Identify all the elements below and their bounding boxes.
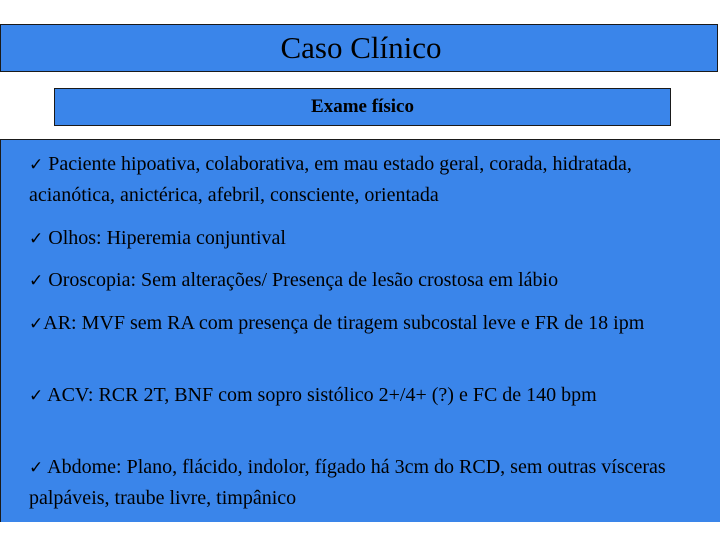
title-bar	[0, 24, 718, 72]
check-icon: ✓	[29, 271, 44, 291]
bullet-text: Paciente hipoativa, colaborativa, em mau estado geral, corada, hidratada, acianótica, anictérica, afebril, consciente, orientada	[29, 153, 632, 206]
bullet-ar	[29, 308, 699, 339]
bullet-text: Oroscopia: Sem alterações/ Presença de lesão crostosa em lábio	[43, 269, 559, 291]
bullet-exam-general	[29, 149, 699, 210]
slide-subtitle: Exame físico	[311, 96, 414, 117]
check-icon: ✓	[29, 386, 44, 406]
bullet-text: Olhos: Hiperemia conjuntival	[43, 227, 286, 249]
check-icon: ✓	[29, 314, 44, 334]
check-icon: ✓	[29, 229, 44, 249]
bullet-text: AR: MVF sem RA com presença de tiragem subcostal leve e FR de 18 ipm	[43, 312, 645, 334]
bullet-text: Abdome: Plano, flácido, indolor, fígado há 3cm do RCD, sem outras vísceras palpáveis, traube livre, timpânico	[29, 456, 666, 509]
check-icon: ✓	[29, 458, 44, 478]
bullet-abdome	[29, 452, 699, 513]
bullet-olhos	[29, 223, 699, 254]
subtitle-box	[54, 88, 671, 126]
check-icon: ✓	[29, 155, 44, 175]
bullet-acv	[29, 380, 699, 411]
slide-title: Caso Clínico	[280, 30, 442, 65]
bullet-oroscopia	[29, 265, 699, 296]
content-panel	[0, 139, 720, 522]
bullet-text: ACV: RCR 2T, BNF com sopro sistólico 2+/4+ (?) e FC de 140 bpm	[43, 384, 597, 406]
